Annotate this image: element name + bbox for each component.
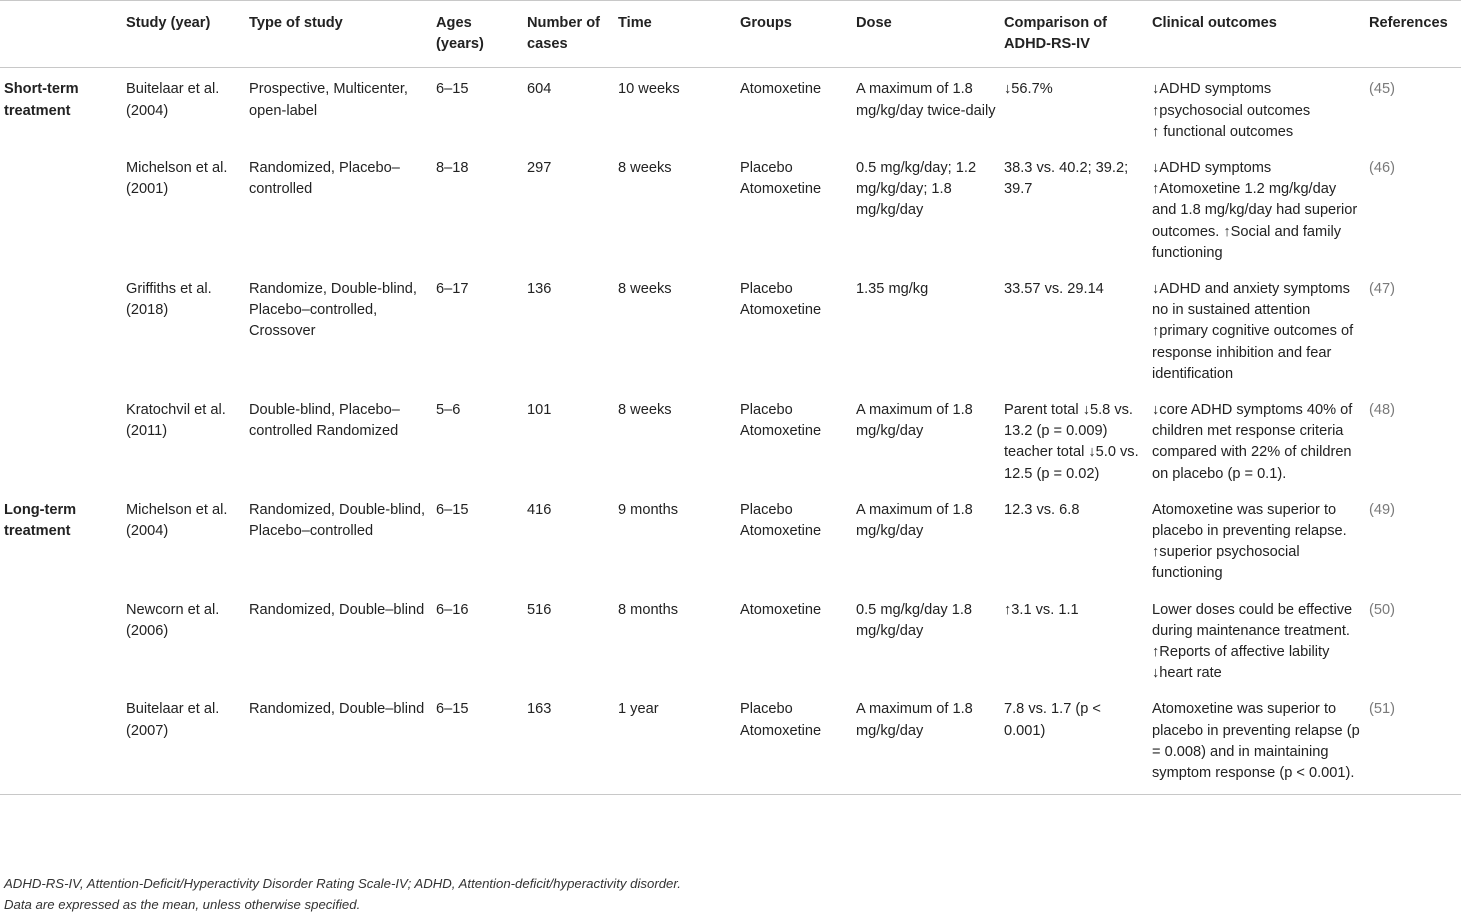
cell-time: 8 weeks <box>618 402 672 419</box>
header-ages: Ages (years) <box>432 1 523 68</box>
cell-comparison: ↑3.1 vs. 1.1 <box>1004 601 1079 618</box>
table-row <box>0 489 1461 589</box>
cell-dose: 1.35 mg/kg <box>856 281 929 298</box>
cell-ages: 5–6 <box>436 402 461 419</box>
table-row <box>0 147 1461 268</box>
header-groups: Groups <box>736 1 852 68</box>
section-label <box>0 589 122 689</box>
section-label: Long-term treatment <box>4 501 77 540</box>
table-row <box>0 268 1461 389</box>
header-study: Study (year) <box>122 1 245 68</box>
cell-dose: A maximum of 1.8 mg/kg/day <box>856 402 973 440</box>
cell-outcomes: ↓ADHD and anxiety symptoms no in sustained attention ↑primary cognitive outcomes of response inhibition and fear identification <box>1152 281 1354 382</box>
cell-study: Michelson et al. (2001) <box>126 160 228 198</box>
cell-outcomes: Atomoxetine was superior to placebo in preventing relapse (p = 0.008) and in maintaining symptom response (p < 0.001). <box>1148 688 1365 794</box>
cell-time: 8 weeks <box>618 160 672 177</box>
cell-groups: Placebo Atomoxetine <box>736 688 852 794</box>
cell-comparison: ↓56.7% <box>1004 81 1053 98</box>
cell-outcomes: ↓ADHD symptoms ↑Atomoxetine 1.2 mg/kg/day and 1.8 mg/kg/day had superior outcomes. ↑Social and family functioning <box>1152 160 1358 261</box>
cell-cases: 516 <box>527 601 552 618</box>
cell-groups: Placebo Atomoxetine <box>740 160 822 198</box>
cell-dose: 0.5 mg/kg/day 1.8 mg/kg/day <box>856 601 973 639</box>
reference-link[interactable]: (50) <box>1369 601 1395 618</box>
cell-time: 10 weeks <box>618 81 680 98</box>
table-row <box>0 688 1461 794</box>
header-section <box>0 1 122 68</box>
cell-type: Prospective, Multicenter, open-label <box>249 81 408 119</box>
cell-outcomes: ↓core ADHD symptoms 40% of children met response criteria compared with 22% of children on placebo (p = 0.1). <box>1152 402 1353 482</box>
table-header-row <box>0 1 1461 68</box>
cell-time: 9 months <box>618 501 679 518</box>
cell-cases: 604 <box>527 81 552 98</box>
cell-study: Buitelaar et al. (2007) <box>122 688 245 794</box>
cell-comparison: 12.3 vs. 6.8 <box>1004 501 1080 518</box>
section-label <box>0 389 122 489</box>
cell-cases: 297 <box>527 160 552 177</box>
cell-ages: 6–17 <box>436 281 469 298</box>
header-time: Time <box>614 1 736 68</box>
cell-time: 1 year <box>614 688 736 794</box>
cell-comparison: 33.57 vs. 29.14 <box>1004 281 1104 298</box>
reference-link[interactable]: (46) <box>1369 160 1395 177</box>
footnote-abbreviations: ADHD-RS-IV, Attention-Deficit/Hyperactivity Disorder Rating Scale-IV; ADHD, Attention-deficit/hyperactivity disorder. <box>4 876 681 891</box>
section-label: Short-term treatment <box>4 81 79 119</box>
header-dose: Dose <box>852 1 1000 68</box>
table-row <box>0 68 1461 147</box>
cell-groups: Atomoxetine <box>740 81 822 98</box>
header-comparison: Comparison of ADHD-RS-IV <box>1000 1 1148 68</box>
section-label <box>0 268 122 389</box>
cell-time: 8 weeks <box>618 281 672 298</box>
cell-dose: 0.5 mg/kg/day; 1.2 mg/kg/day; 1.8 mg/kg/day <box>856 160 977 219</box>
cell-outcomes: Atomoxetine was superior to placebo in preventing relapse. ↑superior psychosocial functioning <box>1152 501 1347 582</box>
cell-ages: 6–15 <box>436 81 469 98</box>
cell-time: 8 months <box>618 601 679 618</box>
section-label <box>0 688 122 794</box>
cell-cases: 101 <box>527 402 552 419</box>
cell-ages: 6–15 <box>436 501 469 518</box>
cell-cases: 416 <box>527 501 552 518</box>
header-outcomes: Clinical outcomes <box>1148 1 1365 68</box>
cell-dose: A maximum of 1.8 mg/kg/day <box>852 688 1000 794</box>
cell-comparison: 7.8 vs. 1.7 (p < 0.001) <box>1000 688 1148 794</box>
cell-type: Randomized, Double–blind <box>245 688 432 794</box>
reference-link[interactable]: (47) <box>1369 281 1395 298</box>
cell-type: Randomized, Placebo–controlled <box>249 160 400 198</box>
cell-study: Newcorn et al. (2006) <box>126 601 220 639</box>
cell-study: Buitelaar et al. (2004) <box>126 81 220 119</box>
cell-type: Double-blind, Placebo–controlled Randomized <box>249 402 400 440</box>
footnote-data-note: Data are expressed as the mean, unless otherwise specified. <box>4 897 361 912</box>
cell-comparison: 38.3 vs. 40.2; 39.2; 39.7 <box>1004 160 1129 198</box>
cell-groups: Placebo Atomoxetine <box>740 501 822 540</box>
cell-cases: 163 <box>523 688 614 794</box>
table-row <box>0 589 1461 689</box>
cell-comparison: Parent total ↓5.8 vs. 13.2 (p = 0.009) teacher total ↓5.0 vs. 12.5 (p = 0.02) <box>1004 402 1139 482</box>
cell-dose: A maximum of 1.8 mg/kg/day twice-daily <box>856 81 996 119</box>
cell-outcomes: ↓ADHD symptoms ↑psychosocial outcomes ↑ functional outcomes <box>1152 81 1311 140</box>
reference-link[interactable]: (48) <box>1369 402 1395 419</box>
reference-link[interactable]: (45) <box>1369 81 1395 98</box>
cell-outcomes: Lower doses could be effective during maintenance treatment. ↑Reports of affective lability ↓heart rate <box>1152 601 1353 682</box>
cell-cases: 136 <box>527 281 552 298</box>
cell-groups: Placebo Atomoxetine <box>740 281 822 319</box>
section-label <box>0 147 122 268</box>
cell-dose: A maximum of 1.8 mg/kg/day <box>856 501 973 540</box>
cell-groups: Atomoxetine <box>740 601 822 618</box>
cell-ages: 6–16 <box>436 601 469 618</box>
table-footnotes <box>4 873 681 915</box>
reference-link[interactable]: (51) <box>1365 688 1461 794</box>
cell-type: Randomize, Double-blind, Placebo–controlled, Crossover <box>249 281 417 340</box>
cell-study: Griffiths et al. (2018) <box>126 281 212 319</box>
cell-type: Randomized, Double-blind, Placebo–controlled <box>249 501 426 540</box>
header-cases: Number of cases <box>523 1 614 68</box>
cell-ages: 6–15 <box>432 688 523 794</box>
header-type: Type of study <box>245 1 432 68</box>
reference-link[interactable]: (49) <box>1369 501 1395 518</box>
cell-type: Randomized, Double–blind <box>249 601 425 618</box>
cell-study: Michelson et al. (2004) <box>126 501 228 540</box>
cell-study: Kratochvil et al. (2011) <box>126 402 226 440</box>
table-row <box>0 389 1461 489</box>
cell-ages: 8–18 <box>436 160 469 177</box>
cell-groups: Placebo Atomoxetine <box>740 402 822 440</box>
header-references: References <box>1365 1 1461 68</box>
